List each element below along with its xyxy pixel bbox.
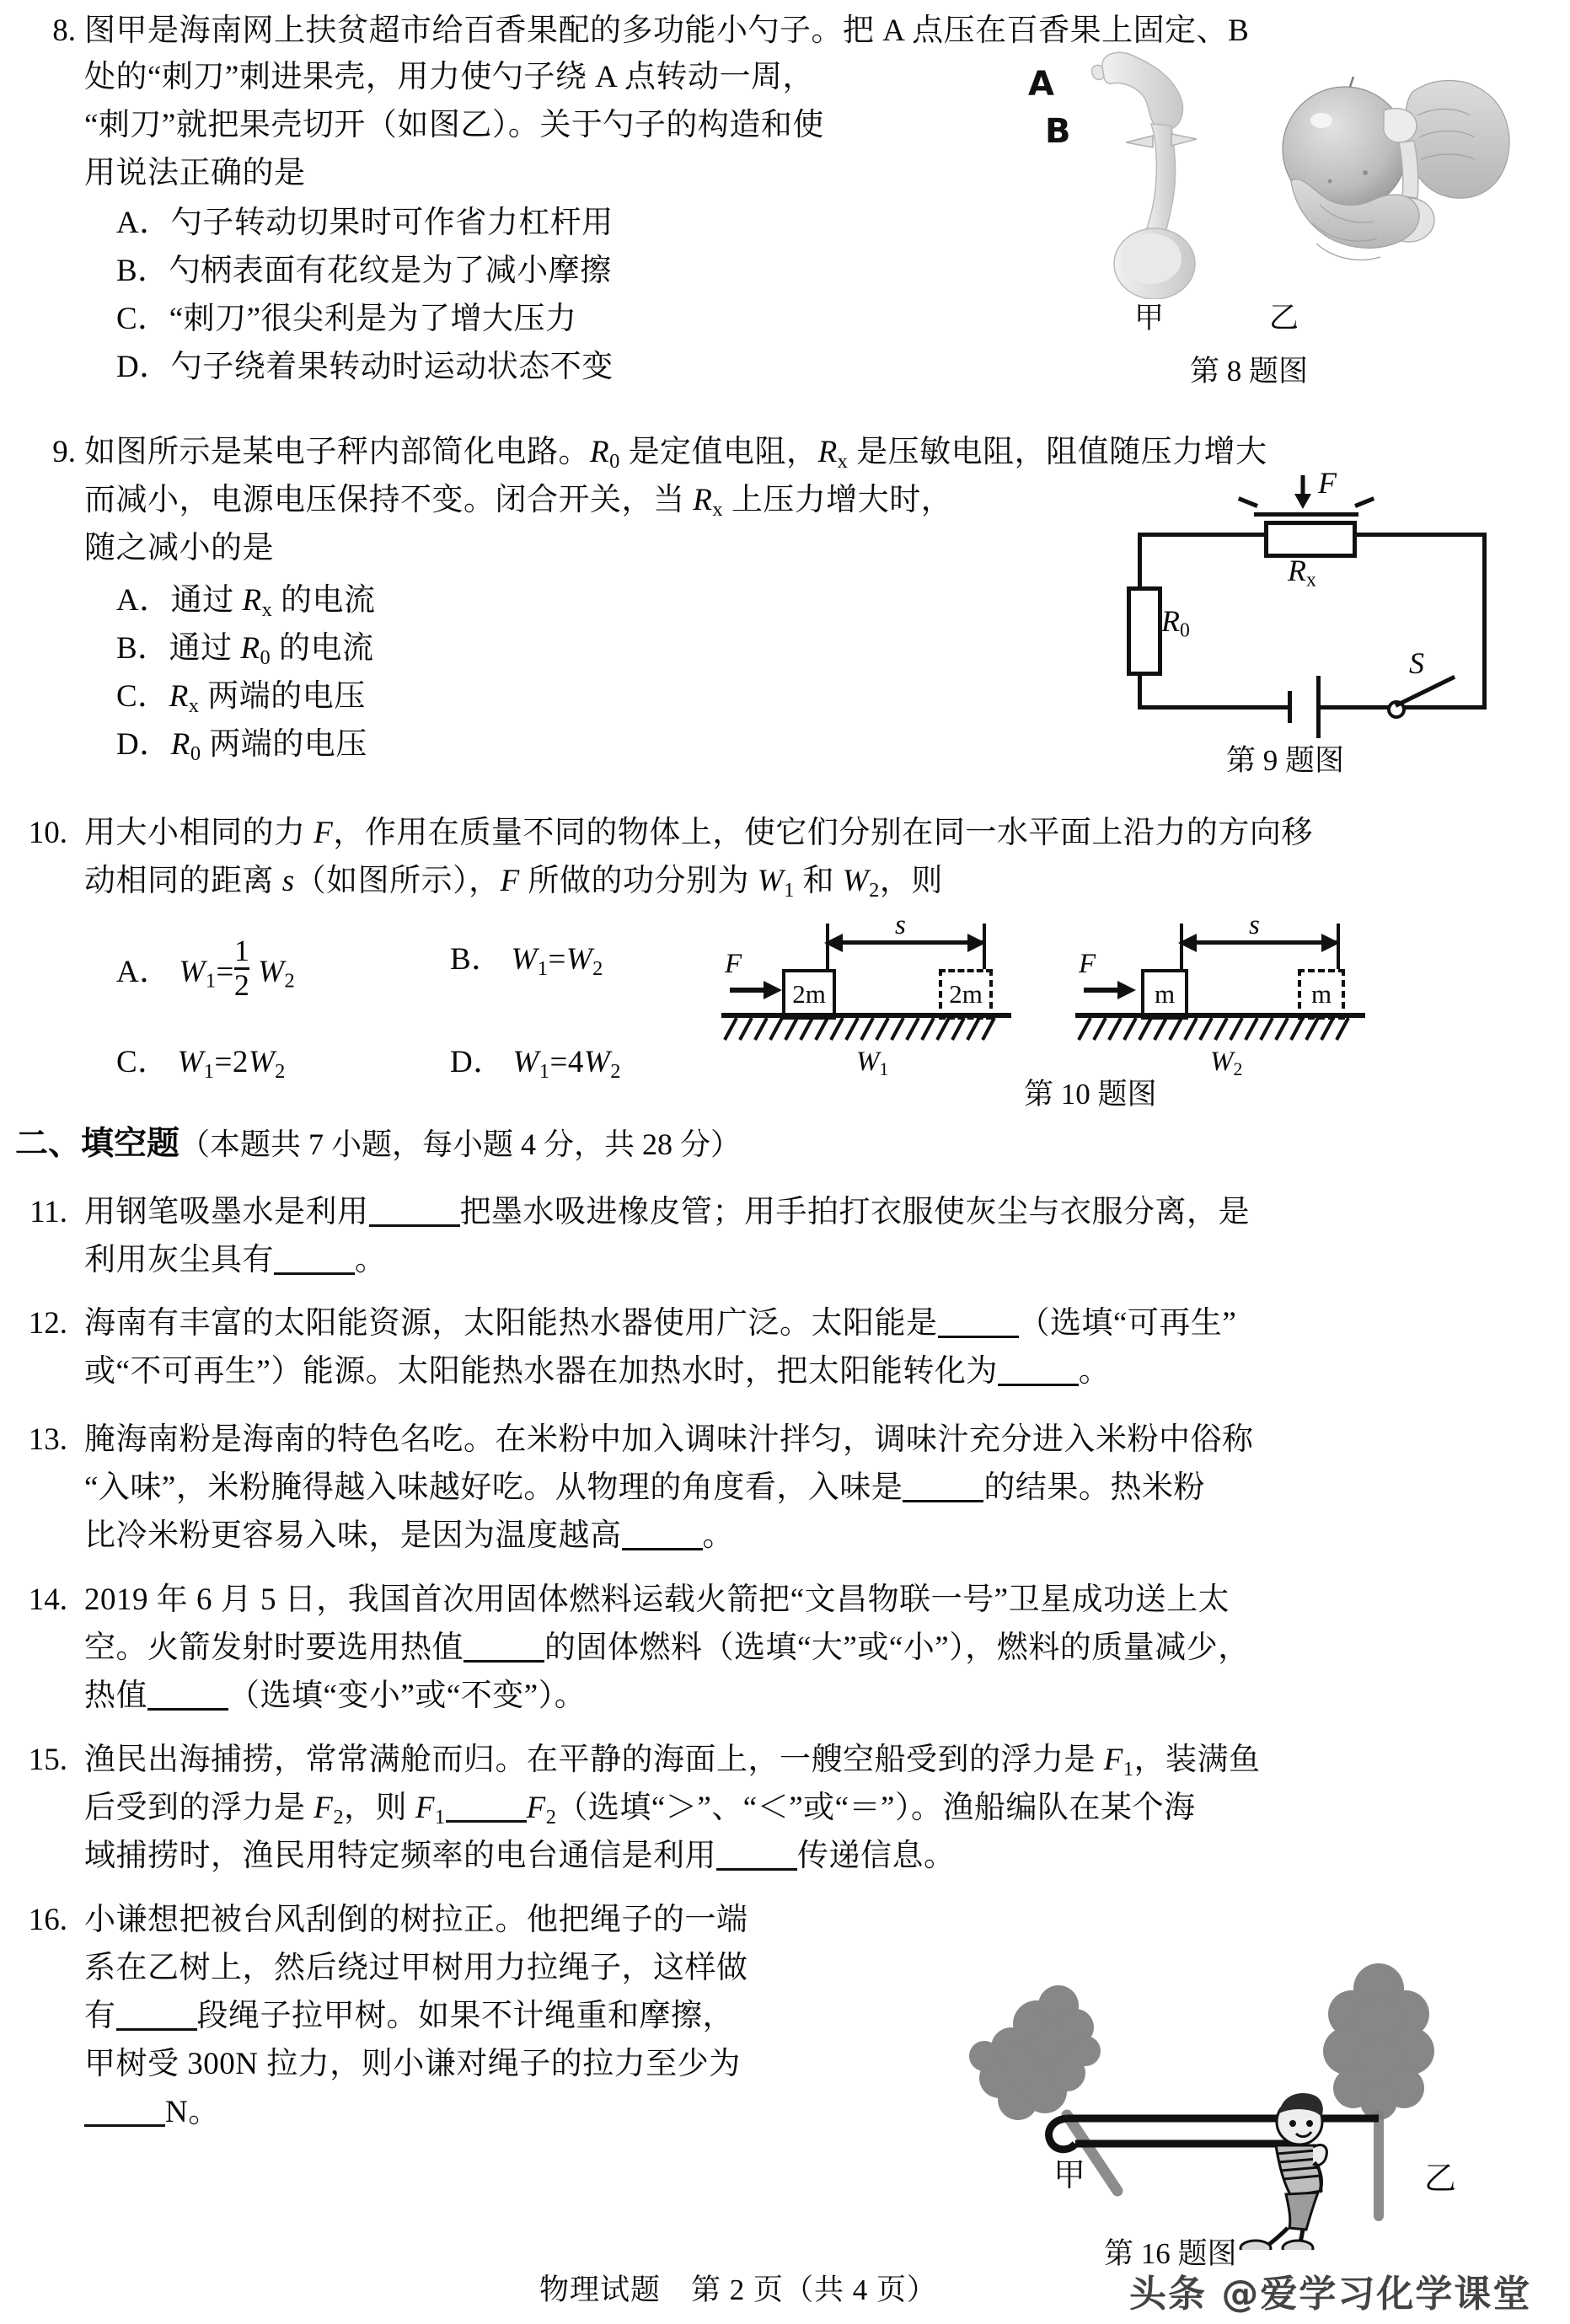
- question-10-option-b[interactable]: B． $W_1=W_2$: [450, 942, 603, 980]
- question-16-line-5: N。: [84, 2088, 944, 2136]
- left-ground-hatching: [721, 1018, 1011, 1043]
- question-14-line-3: 热值 （选填“变小”或“不变”）。: [84, 1679, 587, 1713]
- question-8-stem-line-3: “刺刀”就把果壳切开（如图乙）。关于勺子的构造和使: [84, 108, 824, 142]
- s-arrow-right-icon: [964, 933, 989, 953]
- s-arrow-left-icon: [824, 933, 849, 953]
- right-force-shaft: [1084, 988, 1119, 993]
- switch-blade: [1395, 675, 1455, 708]
- fraction-denominator: 2: [233, 967, 250, 1002]
- question-8-option-b-tag: B．: [116, 254, 169, 288]
- question-8-option-d[interactable]: [116, 343, 614, 391]
- question-8-option-a-text: 勺子转动切果时可作省力杠杆用: [170, 206, 614, 240]
- question-9-option-d[interactable]: D．$R_0$ 两端的电压: [116, 727, 367, 765]
- left-block-mass-label: 2m: [792, 979, 826, 1009]
- question-10-stem-line-2: 动相同的距离 s（如图所示），F 所做的功分别为 $W_1$ 和 $W_2$，则: [84, 864, 943, 902]
- question-11-line-2: 利用灰尘具有 。: [84, 1243, 387, 1277]
- battery-lead-right: [1319, 705, 1390, 710]
- left-block-solid: [782, 969, 836, 1020]
- circuit-rx-label: $R_x$: [1288, 554, 1316, 592]
- question-8-stem-line-2: 处的“刺刀”刺进果壳，用力使勺子绕 A 点转动一周，: [84, 60, 815, 94]
- question-14-blank-1[interactable]: [463, 1631, 544, 1663]
- question-9-stem-line-3: 随之减小的是: [84, 531, 274, 565]
- s-dim-line-r: [1183, 940, 1337, 945]
- question-8-stem-line-1: 图甲是海南网上扶贫超市给百香果配的多功能小勺子。把 A 点压在百香果上固定、B: [84, 13, 1250, 48]
- fraction-numerator: 1: [233, 934, 250, 967]
- rx-plate-bar: [1254, 512, 1358, 517]
- hand-fruit-photo: [1239, 55, 1517, 308]
- right-force-label: F: [1079, 949, 1096, 979]
- question-8-option-b[interactable]: [116, 247, 612, 295]
- question-11-blank-1[interactable]: [369, 1196, 460, 1227]
- leaning-tree: [969, 1985, 1117, 2191]
- question-11-blank-2[interactable]: [274, 1244, 355, 1275]
- spoon-point-b-label: B: [1045, 112, 1071, 151]
- left-block-dashed: [939, 969, 993, 1020]
- question-15-line-3: 域捕捞时，渔民用特定频率的电台通信是利用 传递信息。: [84, 1839, 956, 1873]
- question-8-stem-line-4: 用说法正确的是: [84, 156, 306, 190]
- question-8-option-c[interactable]: [116, 295, 577, 343]
- question-10-number: 10.: [28, 816, 67, 850]
- question-8-number: 8.: [52, 13, 76, 48]
- question-16-number: 16.: [28, 1903, 67, 1937]
- trees-rope-illustration: [919, 1913, 1475, 2250]
- question-14-number: 14.: [28, 1582, 67, 1617]
- page-footer: 物理试题 第 2 页（共 4 页）: [539, 2273, 938, 2306]
- question-13-blank-1[interactable]: [903, 1471, 983, 1502]
- question-10-stem-line-1: 用大小相同的力 F，作用在质量不同的物体上，使它们分别在同一水平面上沿力的方向移: [84, 816, 1313, 850]
- rx-plate-left-arm: [1238, 496, 1258, 508]
- resistor-r0: [1127, 586, 1162, 676]
- circuit-r0-label: $R_0$: [1161, 604, 1190, 642]
- question-8-figure: [1028, 46, 1534, 335]
- figure-8-sub-label-right: 乙: [1269, 302, 1299, 335]
- right-ground-hatching: [1075, 1018, 1365, 1043]
- right-work-label: $W_2$: [1210, 1047, 1243, 1080]
- circuit-wire-left: [1138, 533, 1142, 588]
- rx-plate-right-arm: [1354, 496, 1374, 508]
- question-9-circuit-figure: [1138, 466, 1525, 750]
- question-8-option-d-text: 勺子绕着果转动时运动状态不变: [170, 350, 614, 384]
- right-block-dashed-mass-label: m: [1310, 979, 1332, 1009]
- question-16-line-4: 甲树受 300N 拉力，则小谦对绳子的拉力至少为: [84, 2047, 741, 2081]
- question-9-option-a[interactable]: A．通过 $R_x$ 的电流: [116, 583, 376, 621]
- question-11-number: 11.: [29, 1195, 67, 1229]
- question-10-option-a[interactable]: A． $W_1=$ $\frac{1}{2}$ $W_2$: [116, 934, 296, 1002]
- left-distance-label: s: [895, 910, 906, 940]
- section-2-heading: [15, 1122, 741, 1166]
- question-12-number: 12.: [28, 1306, 67, 1341]
- left-force-label: F: [725, 949, 742, 979]
- circuit-wire-bottom-left: [1138, 705, 1273, 710]
- question-15-number: 15.: [28, 1743, 67, 1777]
- question-14-line-1: 2019 年 6 月 5 日，我国首次用固体燃料运载火箭把“文昌物联一号”卫星成功送上太: [84, 1582, 1230, 1617]
- question-16-blank-2[interactable]: [84, 2096, 165, 2127]
- question-15-blank-1[interactable]: [446, 1791, 527, 1823]
- right-block-solid: [1141, 969, 1188, 1020]
- question-11-line-1: 用钢笔吸墨水是利用 把墨水吸进橡皮管；用手拍打衣服使灰尘与衣服分离，是: [84, 1195, 1250, 1229]
- question-9-number: 9.: [52, 435, 76, 469]
- question-12-line-2: 或“不可再生”）能源。太阳能热水器在加热水时，把太阳能转化为 。: [84, 1354, 1111, 1389]
- battery-lead-left: [1273, 705, 1289, 710]
- spoon-illustration: [1053, 46, 1264, 299]
- scene-right: [1079, 910, 1441, 1087]
- question-13-number: 13.: [28, 1422, 67, 1457]
- tree-a-label: 甲: [1053, 2158, 1086, 2193]
- circuit-wire-top-left: [1138, 533, 1264, 537]
- question-16-blank-1[interactable]: [116, 2000, 197, 2031]
- question-13-line-1: 腌海南粉是海南的特色名吃。在米粉中加入调味汁拌匀，调味汁充分进入米粉中俗称: [84, 1422, 1254, 1457]
- left-work-label: $W_1$: [856, 1047, 889, 1080]
- figure-9-caption: 第 9 题图: [1226, 744, 1345, 777]
- question-12-blank-1[interactable]: [938, 1307, 1019, 1338]
- question-15-blank-2[interactable]: [716, 1839, 797, 1871]
- question-9-stem-line-1: 如图所示是某电子秤内部简化电路。$R_0$ 是定值电阻，$R_x$ 是压敏电阻，阻值随压力增大: [84, 435, 1267, 473]
- question-10-option-d[interactable]: D． $W_1=4W_2$: [450, 1045, 621, 1083]
- question-8-option-a-tag: A．: [116, 206, 171, 240]
- question-9-option-c[interactable]: C．$R_x$ 两端的电压: [116, 679, 366, 717]
- tree-b-label: 乙: [1424, 2161, 1457, 2197]
- section-2-heading-bold: 二、填空题: [15, 1126, 180, 1162]
- question-16-line-3: 有 段绳子拉甲树。如果不计绳重和摩擦，: [84, 1999, 734, 2033]
- circuit-force-label: F: [1318, 466, 1337, 500]
- right-distance-label: s: [1249, 910, 1260, 940]
- question-12-line-1: 海南有丰富的太阳能资源，太阳能热水器使用广泛。太阳能是 （选填“可再生”: [84, 1306, 1237, 1341]
- question-14-line-2: 空。火箭发射时要选用热值 的固体燃料（选填“大”或“小”），燃料的质量减少，: [84, 1631, 1250, 1665]
- question-13-blank-2[interactable]: [622, 1519, 703, 1550]
- left-block-dashed-mass-label: 2m: [949, 979, 983, 1009]
- circuit-wire-top-right: [1348, 533, 1487, 537]
- question-15-line-1: 渔民出海捕捞，常常满舱而归。在平静的海面上，一艘空船受到的浮力是 $F_1$，装满鱼: [84, 1743, 1261, 1780]
- right-block-mass-label: m: [1154, 979, 1176, 1009]
- watermark-label: 头条 @爱学习化学课堂: [1129, 2273, 1532, 2316]
- question-9-stem-line-2: 而减小，电源电压保持不变。闭合开关，当 $R_x$ 上压力增大时，: [84, 483, 953, 521]
- question-10-option-c[interactable]: C． $W_1=2W_2$: [116, 1045, 286, 1083]
- question-8-option-c-tag: C．: [116, 302, 169, 336]
- right-block-dashed: [1298, 969, 1345, 1020]
- question-14-blank-2[interactable]: [147, 1679, 228, 1711]
- figure-10-caption: 第 10 题图: [1024, 1078, 1157, 1111]
- question-12-blank-2[interactable]: [998, 1355, 1079, 1386]
- question-8-option-d-tag: D．: [116, 350, 171, 384]
- s-dim-line: [829, 940, 983, 945]
- upright-tree: [1323, 1963, 1434, 2216]
- question-9-option-b[interactable]: B．通过 $R_0$ 的电流: [116, 631, 374, 669]
- left-force-shaft: [730, 988, 765, 993]
- question-8-option-c-text: “刺刀”很尖利是为了增大压力: [169, 302, 577, 336]
- question-15-line-2: 后受到的浮力是 $F_2$，则 $F_1$ $F_2$（选填“＞”、“＜”或“＝”）。渔船编队在某个海: [84, 1791, 1196, 1829]
- circuit-wire-right: [1482, 533, 1487, 710]
- question-10-figure: [725, 910, 1542, 1087]
- s-arrow-left-icon-r: [1178, 933, 1203, 953]
- question-13-line-3: 比冷米粉更容易入味，是因为温度越高 。: [84, 1518, 734, 1553]
- figure-8-sub-label-left: 甲: [1134, 302, 1165, 335]
- circuit-switch-label: S: [1409, 646, 1424, 680]
- question-13-line-2: “入味”，米粉腌得越入味越好吃。从物理的角度看，入味是 的结果。热米粉: [84, 1470, 1205, 1505]
- question-16-line-1: 小谦想把被台风刮倒的树拉正。他把绳子的一端: [84, 1903, 748, 1937]
- spoon-point-a-label: A: [1028, 65, 1054, 104]
- question-16-line-2: 系在乙树上，然后绕过甲树用力拉绳子，这样做: [84, 1951, 748, 1985]
- question-16-figure: [919, 1913, 1475, 2250]
- figure-8-caption: 第 8 题图: [1190, 355, 1309, 388]
- section-2-heading-rest: （本题共 7 小题，每小题 4 分，共 28 分）: [180, 1127, 742, 1161]
- scene-left: [725, 910, 1087, 1087]
- s-arrow-right-icon-r: [1318, 933, 1343, 953]
- question-8-option-a[interactable]: [116, 199, 614, 247]
- question-8-option-b-text: 勺柄表面有花纹是为了减小摩擦: [169, 254, 612, 288]
- right-force-arrow-icon: [1116, 980, 1139, 1000]
- figure-16-caption: 第 16 题图: [1104, 2237, 1237, 2270]
